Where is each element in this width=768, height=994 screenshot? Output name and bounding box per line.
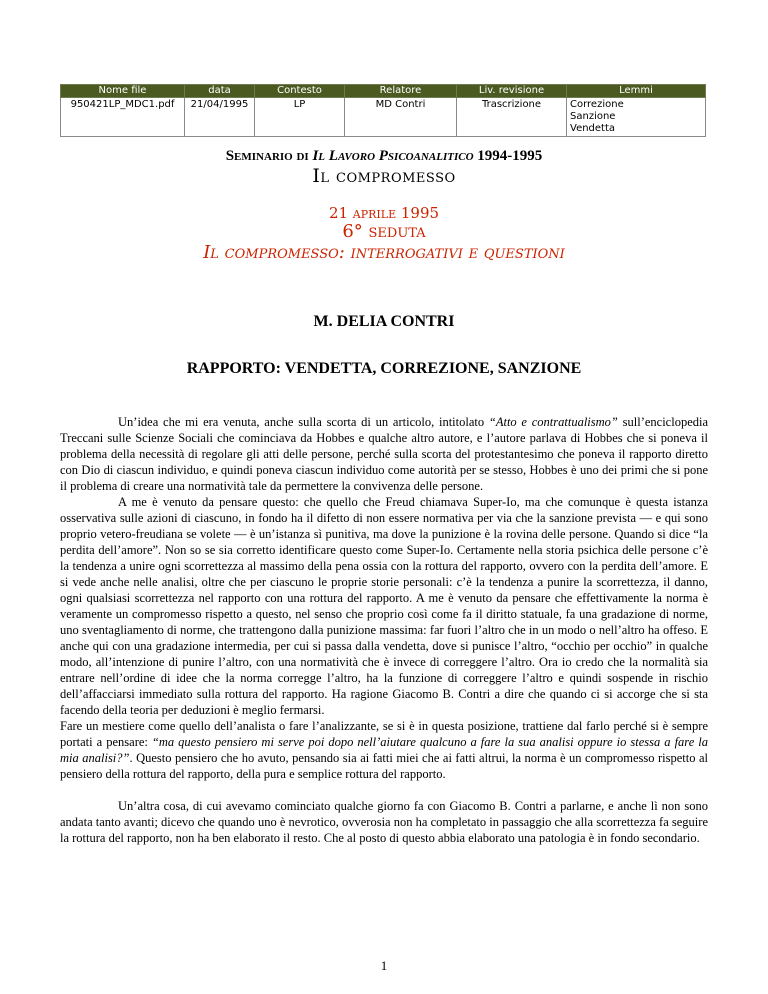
body-text	[60, 414, 708, 846]
report-title: RAPPORTO: VENDETTA, CORREZIONE, SANZIONE	[186, 360, 582, 377]
header-context: Contesto	[255, 85, 345, 98]
header-speaker: Relatore	[345, 85, 457, 98]
paragraph-2: A me è venuto da pensare questo: che quello che Freud chiamava Super-Io, ma che comunque è questa istanza osservativa sulle azioni di ciascuno, in fondo ha il difetto di non essere normativa per via che la sanzione prevista — e qui sono proprio vetero-freudiana se volete — è un’istanza sì punitiva, ma dove la punizione è la rovina delle persone. Quando si dice “la perdita dell’amore”. Non so se sia corretto identificare questo come Super-Io. Certamente nella storia psichica delle persone c’è la tendenza a unire ogni scorrettezza al massimo della pena ossia con la rottura del rapporto, ovvero con la perdita dell’amore. E si vede anche nelle analisi, oltre che per ciascuno le proprie storie personali: c’è la tendenza a punire la scorrettezza, il danno, ogni qualsiasi scorrettezza nel rapporto con una rottura del rapporto. A me è venuto da pensare che effettivamente la norma è veramente un compromesso rispetto a questo, nel senso che proprio così come fa il diritto statuale, fa una gradazione di norme, uno sventagliamento di norme, che trattengono dalla punizione massima: far fuori l’altro che in un modo o nell’altro ha offeso. E anche qui con una gradazione intermedia, per cui si passa dalla vendetta, dove si punisce l’altro, “occhio per occhio” in qualche modo, all’intenzione di punire l’altro, con una normatività che è invece di correggere l’altro. Ora io credo che la normalità sia entrare nell’ordine di idee che la norma corregge l’altro, ha la funzione di correggere l’altro e quindi sospende in rischio dell’affacciarsi immediato sulla rottura del rapporto. Ha ragione Giacomo B. Contri a dire che quando ci si accorge che si sta facendo della teoria per deduzioni è meglio fermarsi.	[60, 495, 708, 717]
main-title: Il compromesso	[312, 165, 456, 187]
lemma-item: Correzione	[570, 99, 624, 110]
seminar-prefix: Seminario di	[225, 148, 309, 164]
text-span: . Questo pensiero che ho avuto, pensando sia ai fatti miei che ai fatti altrui, la norma è un compromesso rispetto al pensiero della rottura del rapporto, della pura e semplice rottura del rapporto.	[60, 751, 708, 781]
page-number: 1	[380, 958, 388, 973]
article-title: “Atto e contrattualismo”	[488, 415, 618, 429]
header-lemmas: Lemmi	[567, 85, 706, 98]
session-subtitle: Il compromesso: interrogativi e questioni	[203, 242, 565, 263]
header-date: data	[185, 85, 255, 98]
text-span: Fare un mestiere come quello dell’analista o fare l’analizzante, se si è in questa posizione, trattiene dal farlo perché si è sempre portati a pensare:	[60, 719, 708, 749]
paragraph-4: Un’altra cosa, di cui avevamo cominciato qualche giorno fa con Giacomo B. Contri a parlarne, e anche lì non sono andata tanto avanti; dicevo che quando uno è nevrotico, ovverosia non ha completato in passaggio che alla scorrettezza fa seguire la rottura del rapporto, non ha ben elaborato il resto. Che al posto di questo abbia elaborato una patologia è in fondo secondario.	[60, 799, 708, 845]
text-span: sull’enciclopedia Treccani sulle Scienze Sociali che cominciava da Hobbes e qualche altro autore, e l’autore parlava di Hobbes che si poneva il problema della necessità di regolare gli atti delle persone, perché sulla scorta del protestantesimo che poneva il rapporto diretto con Dio di ciascun individuo, e quindi poneva ciascun individuo come autorità per se stesso, Hobbes è uno dei primi che si pone il problema di creare una normatività tale da permettere la convivenza delle persone.	[60, 415, 709, 493]
header-file: Nome file	[61, 85, 185, 98]
lemma-item: Vendetta	[570, 123, 616, 134]
speaker-cell: MD Contri	[345, 98, 457, 137]
metadata-header-row	[61, 85, 706, 98]
paragraph-3	[60, 718, 708, 782]
header-revision: Liv. revisione	[457, 85, 567, 98]
session-date: 21 aprile 1995	[328, 204, 440, 222]
lemma-item: Sanzione	[570, 111, 616, 122]
text-span: Un’idea che mi era venuta, anche sulla scorta di un articolo, intitolato	[118, 415, 489, 429]
context-cell: LP	[255, 98, 345, 137]
seminar-heading	[0, 148, 768, 165]
lemmas-cell	[567, 98, 706, 137]
seminar-years: 1994-1995	[477, 148, 543, 164]
quoted-thought: “ma questo pensiero mi serve poi dopo nell’aiutare qualcuno a fare la sua analisi oppure io stessa a fare la mia analisi?”	[60, 735, 708, 765]
seminar-name: Il Lavoro Psicoanalitico	[312, 148, 474, 164]
revision-cell: Trascrizione	[457, 98, 567, 137]
file-name-cell: 950421LP_MDC1.pdf	[61, 98, 185, 137]
session-number: 6° seduta	[342, 221, 426, 242]
date-cell: 21/04/1995	[185, 98, 255, 137]
metadata-value-row	[61, 98, 706, 137]
document-metadata-table	[60, 84, 706, 137]
paragraph-1	[60, 414, 708, 494]
author-name: M. DELIA CONTRI	[313, 313, 455, 330]
